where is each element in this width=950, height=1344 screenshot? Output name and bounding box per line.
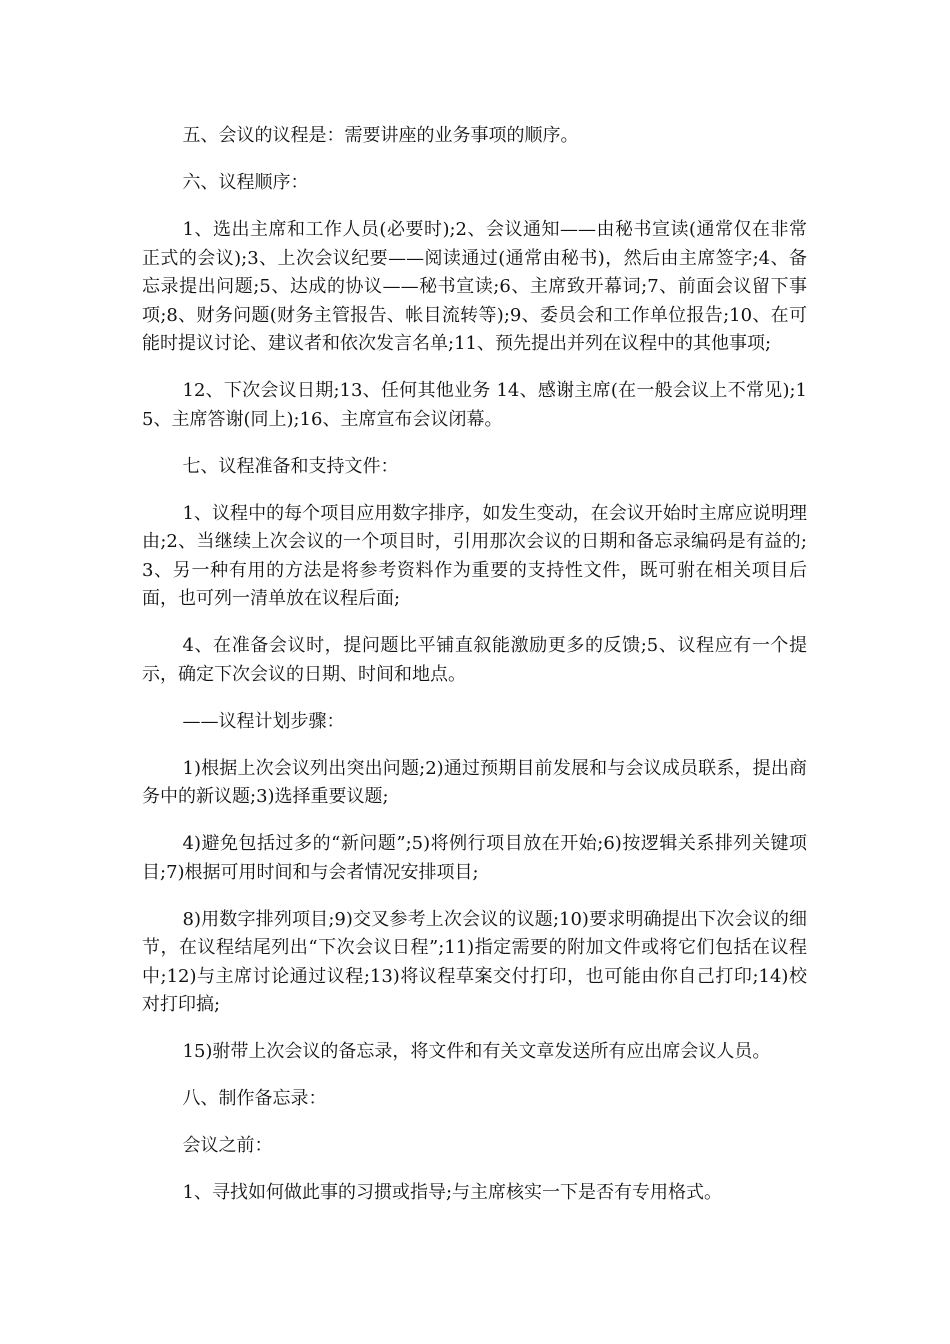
paragraph-planning-steps-4: 15)驸带上次会议的备忘录，将文件和有关文章发送所有应出席会议人员。: [182, 1041, 771, 1062]
subheading-planning-steps: ——议程计划步骤：: [182, 710, 345, 732]
paragraph-planning-steps-2: 4)避免包括过多的“新问题”;5)将例行项目放在开始;6)按逻辑关系排列关键项目;7)根据可用时间和与会者情况安排项目;: [142, 833, 807, 883]
section-heading-minutes: 八、制作备忘录：: [182, 1088, 327, 1109]
paragraph-planning-steps-1: 1)根据上次会议列出突出问题;2)通过预期目前发展和与会议成员联系，提出商务中的新议题;3)选择重要议题;: [142, 757, 807, 807]
paragraph-preparation-2: 4、在准备会议时，提问题比平铺直叙能激励更多的反馈;5、议程应有一个提示，确定下次会议的日期、时间和地点。: [142, 635, 807, 685]
paragraph-before-meeting-1: 1、寻找如何做此事的习掼或指导;与主席核实一下是否有专用格式。: [182, 1182, 723, 1203]
paragraph-planning-steps-3: 8)用数字排列项目;9)交叉参考上次会议的议题;10)要求明确提出下次会议的细节，在议程结尾列出“下次会议日程”;11)指定需要的附加文件或将它们包括在议程中;12)与主席讨论通过议程;13)将议程草案交付打印，也可能由你自己打印;14)校对打印搞;: [142, 908, 807, 1015]
section-heading-agenda-definition: 五、会议的议程是：需要讲座的业务事项的顺序。: [182, 125, 579, 146]
section-heading-agenda-preparation: 七、议程准备和支持文件：: [182, 455, 399, 477]
subheading-before-meeting: 会议之前：: [182, 1135, 273, 1156]
paragraph-agenda-order-items-2: 12、下次会议日期;13、任何其他业务 14、感谢主席(在一般会议上不常见);15、主席答谢(同上);16、主席宣布会议闭幕。: [142, 380, 807, 430]
section-heading-agenda-order: 六、议程顺序：: [182, 172, 309, 193]
paragraph-preparation-1: 1、议程中的每个项目应用数字排序，如发生变动，在会议开始时主席应说明理由;2、当继续上次会议的一个项目时，引用那次会议的日期和备忘录编码是有益的;3、另一种有用的方法是将参考资料作为重要的支持性文件，既可驸在相关项目后面，也可列一清单放在议程后面;: [142, 502, 807, 609]
document-body: [142, 122, 807, 1226]
paragraph-agenda-order-items-1: 1、选出主席和工作人员(必要时);2、会议通知——由秘书宣读(通常仅在非常正式的会议);3、上次会议纪要——阅读通过(通常由秘书)，然后由主席签字;4、备忘录提出问题;5、达成的协议——秘书宣读;6、主席致开幕词;7、前面会议留下事项;8、财务问题(财务主管报告、帐目流转等);9、委员会和工作单位报告;10、在可能时提议讨论、建议者和依次发言名单;11、预先提出并列在议程中的其他事项;: [142, 219, 807, 354]
